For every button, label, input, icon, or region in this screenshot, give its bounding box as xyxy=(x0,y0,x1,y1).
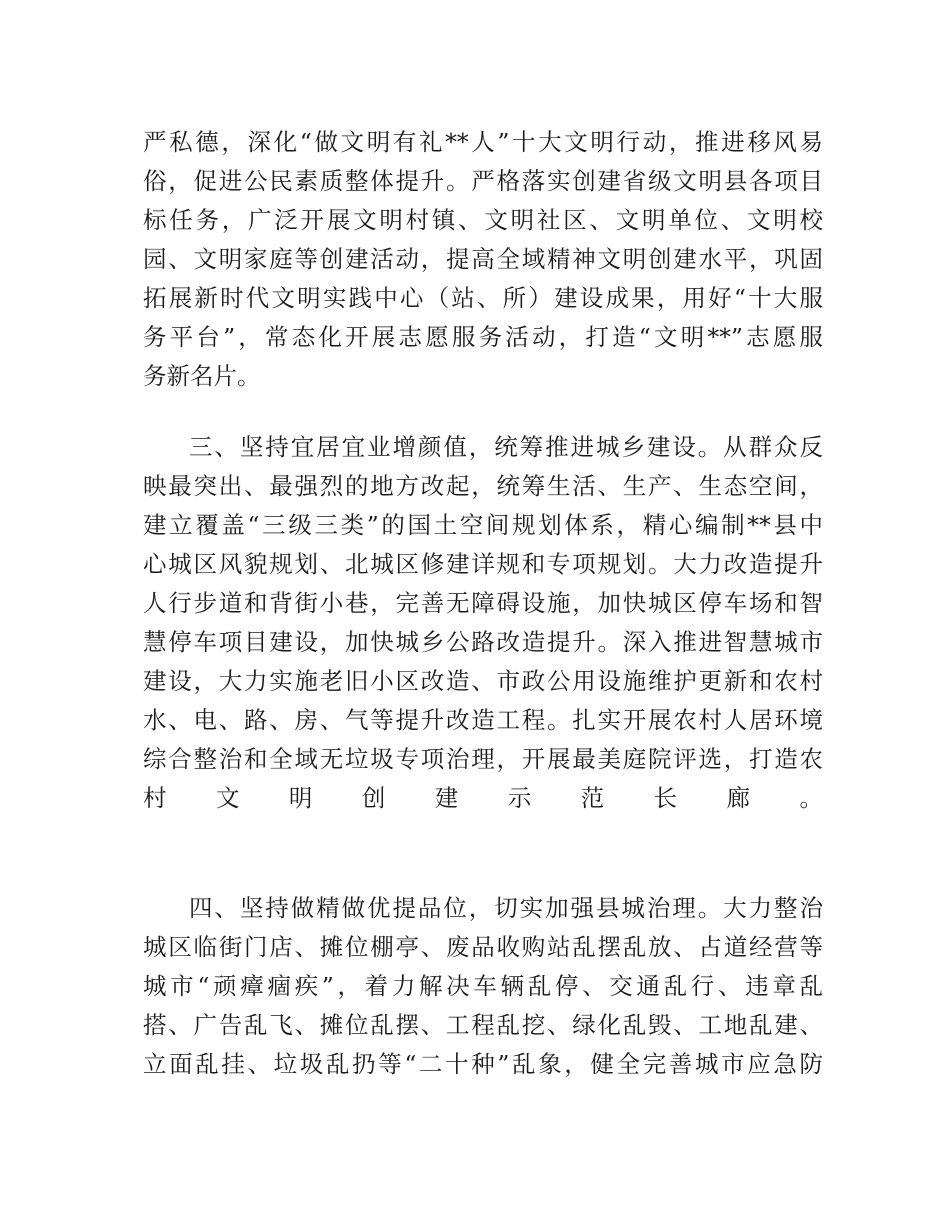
text-line: 搭、广告乱飞、摊位乱摆、工程乱挖、绿化乱毁、工地乱建、 xyxy=(143,1011,823,1039)
text-line: 建立覆盖“三级三类”的国土空间规划体系，精心编制**县中 xyxy=(143,511,823,539)
text-line: 建设，大力实施老旧小区改造、市政公用设施维护更新和农村 xyxy=(143,667,823,695)
text-line: 心城区风貌规划、北城区修建详规和专项规划。大力改造提升 xyxy=(143,550,823,578)
text-line: 拓展新时代文明实践中心（站、所）建设成果，用好“十大服 xyxy=(143,284,823,312)
text-line: 三、坚持宜居宜业增颜值，统筹推进城乡建设。从群众反 xyxy=(189,433,823,461)
text-line: 立面乱挂、垃圾乱扔等“二十种”乱象，健全完善城市应急防 xyxy=(143,1050,823,1078)
text-line: 务新名片。 xyxy=(143,362,261,390)
text-line: 标任务，广泛开展文明村镇、文明社区、文明单位、文明校 xyxy=(143,206,823,234)
text-line: 严私德，深化“做文明有礼**人”十大文明行动，推进移风易 xyxy=(143,128,823,156)
text-line: 园、文明家庭等创建活动，提高全域精神文明创建水平，巩固 xyxy=(143,245,823,273)
text-line: 综合整治和全域无垃圾专项治理，开展最美庭院评选，打造农 xyxy=(143,745,823,773)
text-line: 俗，促进公民素质整体提升。严格落实创建省级文明县各项目 xyxy=(143,167,823,195)
text-line: 村文明创建示范长廊。 xyxy=(143,784,823,812)
text-line: 城市“顽瘴痼疾”，着力解决车辆乱停、交通乱行、违章乱 xyxy=(143,972,823,1000)
text-line: 慧停车项目建设，加快城乡公路改造提升。深入推进智慧城市 xyxy=(143,628,823,656)
text-line: 四、坚持做精做优提品位，切实加强县城治理。大力整治 xyxy=(189,894,823,922)
text-line xyxy=(143,819,823,855)
text-line: 人行步道和背街小巷，完善无障碍设施，加快城区停车场和智 xyxy=(143,589,823,617)
text-line: 城区临街门店、摊位棚亭、废品收购站乱摆乱放、占道经营等 xyxy=(143,933,823,961)
text-line: 映最突出、最强烈的地方改起，统筹生活、生产、生态空间， xyxy=(143,472,823,500)
text-line: 水、电、路、房、气等提升改造工程。扎实开展农村人居环境 xyxy=(143,706,823,734)
text-line: 务平台”，常态化开展志愿服务活动，打造“文明**”志愿服 xyxy=(143,323,823,351)
